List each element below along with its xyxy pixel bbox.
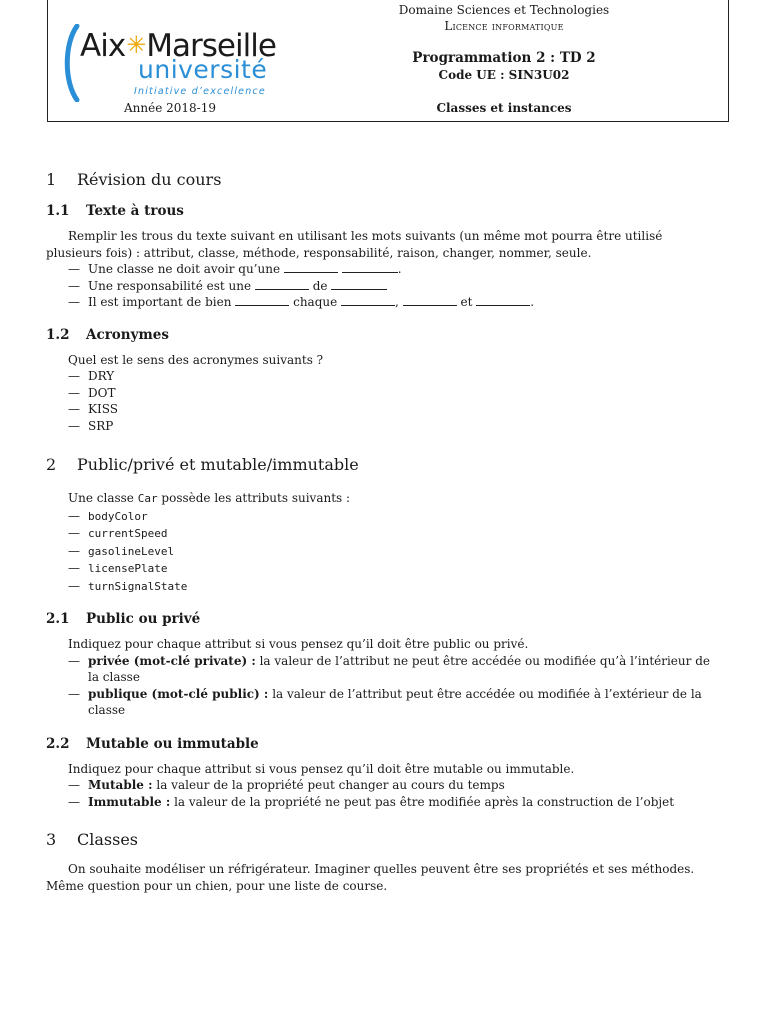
university-logo: [62, 24, 302, 102]
mutable-definition: — Mutable : la valeur de la propriété peut changer au cours du temps: [68, 778, 505, 792]
attribute-item: — bodyColor: [68, 508, 148, 523]
attribute-item: — gasolineLevel: [68, 543, 175, 558]
public-definition: — publique (mot-clé public) : la valeur de l’attribut peut être accédée ou modifiée à l’extérieur de la classe: [68, 686, 702, 717]
attribute-item: — currentSpeed: [68, 526, 168, 540]
blank-field[interactable]: [342, 261, 398, 273]
fill-in-instructions: Remplir les trous du texte suivant en utilisant les mots suivants (un même mot pourra être utilisé plusieurs fois) : attribut, classe, méthode, responsabilité, raison, changer, nommer, seule.: [46, 229, 663, 260]
section-heading-1: 1 Révision du cours: [46, 170, 222, 189]
acronym-item: — DRY: [68, 369, 115, 383]
document-body: [46, 170, 722, 894]
blank-field[interactable]: [476, 294, 530, 306]
public-private-instructions: Indiquez pour chaque attribut si vous pensez qu’il doit être public ou privé.: [68, 637, 529, 651]
course-topic: Classes et instances: [436, 101, 572, 115]
acronym-item: — SRP: [68, 418, 114, 433]
subsection-heading-2-2: 2.2 Mutable ou immutable: [46, 735, 259, 752]
mutable-instructions: Indiquez pour chaque attribut si vous pensez qu’il doit être mutable ou immutable.: [68, 761, 575, 776]
fill-in-line-1: — Une classe ne doit avoir qu’une .: [68, 262, 402, 276]
blank-field[interactable]: [331, 278, 387, 290]
blank-field[interactable]: [284, 261, 338, 273]
fill-in-line-2: — Une responsabilité est une de: [46, 278, 722, 295]
section-heading-3: 3 Classes: [46, 830, 138, 849]
section-heading-2: 2 Public/privé et mutable/immutable: [46, 455, 359, 474]
subsection-heading-1-1: 1.1 Texte à trous: [46, 203, 184, 219]
logo-star-icon: ✳: [126, 31, 146, 59]
blank-field[interactable]: [341, 294, 395, 306]
subsection-heading-1-2: 1.2 Acronymes: [46, 326, 169, 343]
private-definition: — privée (mot-clé private) : la valeur de l’attribut ne peut être accédée ou modifiée qu’à l’intérieur de la classe: [68, 653, 710, 684]
fill-in-line-3: — Il est important de bien chaque , et .: [68, 295, 535, 309]
document-header: [47, 0, 729, 122]
logo-aix-marseille: Aix✳Marseille: [80, 28, 276, 64]
immutable-definition: — Immutable : la valeur de la propriété ne peut pas être modifiée après la construction de l’objet: [68, 794, 675, 809]
blank-field[interactable]: [255, 278, 309, 290]
classes-exercise-text: On souhaite modéliser un réfrigérateur. Imaginer quelles peuvent être ses propriétés et ses méthodes. Même question pour un chien, pour une liste de course.: [46, 862, 695, 893]
subsection-heading-2-1: 2.1 Public ou privé: [46, 611, 201, 627]
blank-field[interactable]: [403, 294, 457, 306]
car-class-intro: Une classe Car possède les attributs suivants :: [68, 491, 351, 505]
logo-universite: université: [138, 55, 268, 84]
attribute-item: — licensePlate: [68, 561, 168, 575]
acronym-item: — DOT: [68, 385, 116, 400]
header-licence: Licence informatique: [444, 19, 564, 33]
course-title: Programmation 2 : TD 2: [412, 50, 596, 66]
acronyms-question: Quel est le sens des acronymes suivants ?: [68, 352, 324, 367]
academic-year: Année 2018-19: [124, 101, 217, 115]
course-code: Code UE : SIN3U02: [438, 68, 570, 82]
blank-field[interactable]: [235, 294, 289, 306]
acronym-item: — KISS: [68, 402, 118, 416]
logo-tagline: Initiative d’excellence: [134, 86, 266, 97]
attribute-item: — turnSignalState: [68, 578, 188, 593]
logo-parenthesis-shape: [62, 24, 80, 102]
header-domain: Domaine Sciences et Technologies: [398, 3, 610, 17]
